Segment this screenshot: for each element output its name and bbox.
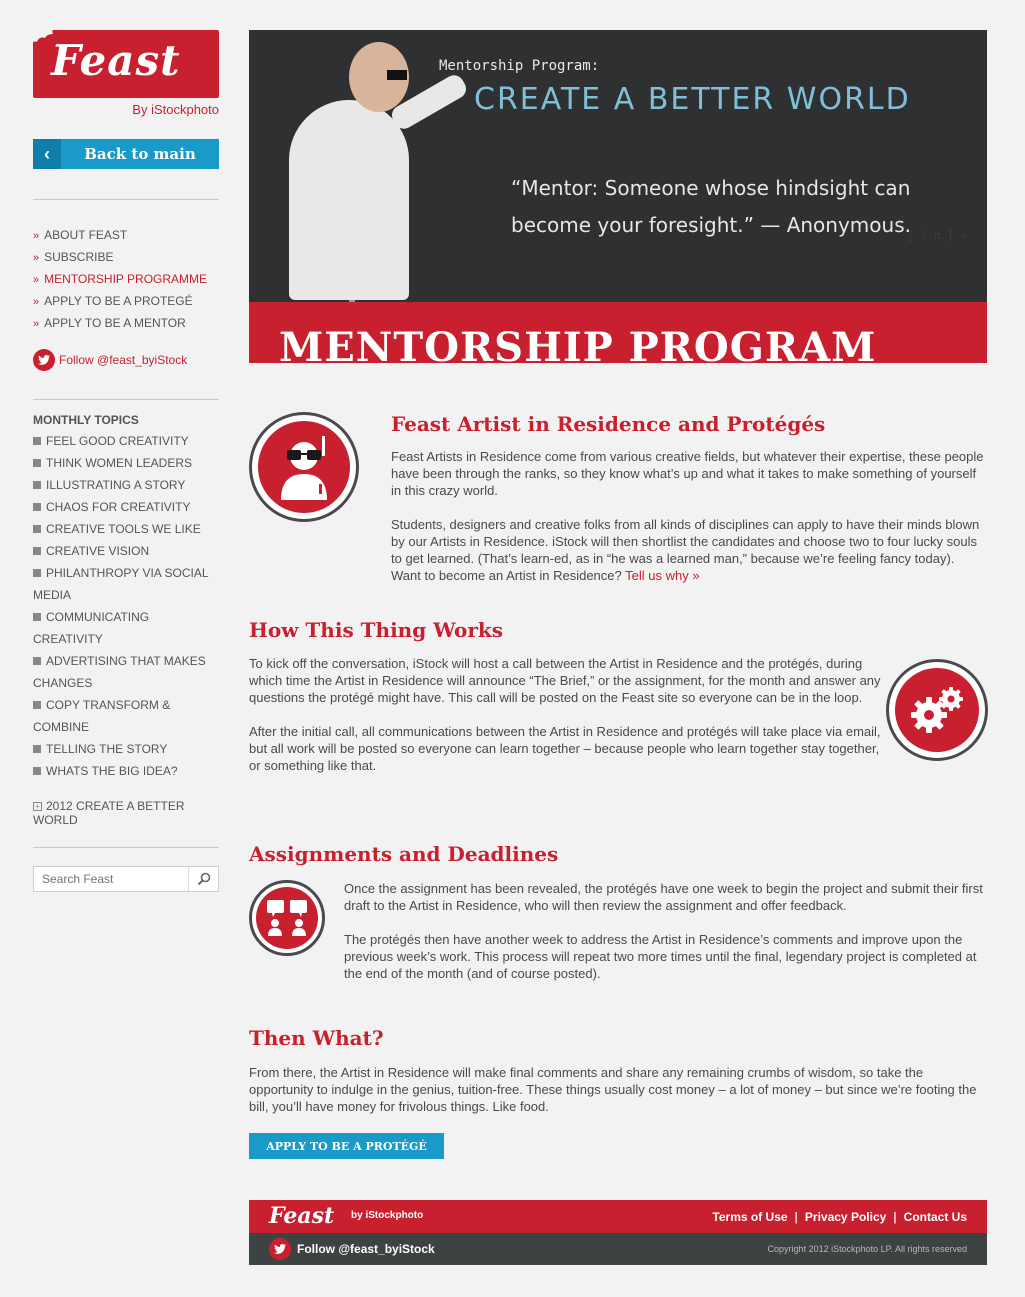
folder-icon	[33, 437, 41, 445]
folder-icon	[33, 503, 41, 511]
topic-item[interactable]: TELLING THE STORY	[33, 738, 219, 760]
folder-icon	[33, 701, 41, 709]
paragraph: Once the assignment has been revealed, the protégés have one week to begin the project and submit their first draft to the Artist in Residence, who will then review the assignment and offer feedback.	[344, 881, 983, 913]
hero-subtitle: Mentorship Program:	[439, 58, 600, 74]
copyright: Copyright 2012 iStockphoto LP. All rights reserved	[767, 1244, 967, 1254]
chevron-left-icon: ‹	[33, 139, 61, 169]
topic-item[interactable]: ILLUSTRATING A STORY	[33, 474, 219, 496]
topic-item[interactable]: CREATIVE VISION	[33, 540, 219, 562]
section-heading: Then What?	[249, 1026, 384, 1050]
main-nav	[33, 224, 219, 334]
year-archive-toggle[interactable]: + 2012 CREATE A BETTER WORLD	[33, 799, 185, 827]
page-title-banner	[249, 302, 987, 363]
folder-icon	[33, 745, 41, 753]
divider	[33, 399, 219, 400]
footer-links: Terms of Use | Privacy Policy | Contact Us	[712, 1210, 967, 1224]
chalk-doodles: ∑ √ π ∫ ≈	[907, 229, 967, 242]
topic-item[interactable]: ADVERTISING THAT MAKES CHANGES	[33, 654, 206, 690]
section-assignments	[249, 842, 987, 981]
sidebar	[33, 30, 219, 892]
double-chevron-icon: »	[33, 274, 40, 286]
paragraph: Feast Artists in Residence come from various creative fields, but whatever their expertise, these people have been through the ranks, so they know what’s up and what it takes to make something of yourself in this crazy world.	[391, 449, 984, 498]
footer-byline: by iStockphoto	[351, 1210, 424, 1221]
gears-icon	[886, 659, 988, 761]
section-heading: Assignments and Deadlines	[249, 842, 559, 866]
back-to-main-button[interactable]	[33, 139, 219, 169]
back-to-main-label: Back to main	[84, 145, 196, 163]
search-icon	[197, 872, 211, 886]
twitter-icon	[269, 1238, 291, 1260]
double-chevron-icon: »	[33, 296, 40, 308]
folder-icon	[33, 525, 41, 533]
footer	[249, 1200, 987, 1265]
terms-of-use-link[interactable]: Terms of Use	[712, 1210, 788, 1224]
logo-byline: By iStockphoto	[132, 102, 219, 117]
double-chevron-icon: »	[33, 318, 40, 330]
folder-icon	[33, 481, 41, 489]
tell-us-why-link[interactable]: Tell us why »	[625, 568, 700, 583]
chat-people-icon	[249, 880, 325, 956]
expand-plus-icon: +	[33, 802, 42, 811]
search-box	[33, 866, 219, 892]
monthly-topics-heading: MONTHLY TOPICS	[33, 413, 139, 427]
double-chevron-icon: »	[33, 230, 40, 242]
section-heading: Feast Artist in Residence and Protégés	[391, 412, 826, 436]
man-illustration	[289, 100, 409, 300]
divider	[33, 847, 219, 848]
footer-logo[interactable]: Feast	[269, 1203, 335, 1229]
feast-logo[interactable]	[33, 30, 219, 98]
paragraph: The protégés then have another week to address the Artist in Residence’s comments and improve upon the previous week’s work. This process will repeat two more times until the final, legendary project is completed at the end of the month (and of course posted).	[344, 932, 977, 981]
topic-item[interactable]: WHATS THE BIG IDEA?	[33, 760, 219, 782]
twitter-follow-link[interactable]	[33, 349, 219, 371]
paragraph: After the initial call, all communications between the Artist in Residence and protégés will take place via email, but all work will be posted so everyone can learn together – because people who learn together stay together, or something like that.	[249, 724, 881, 773]
monthly-topics-list	[33, 430, 219, 782]
double-chevron-icon: »	[33, 252, 40, 264]
paragraph: To kick off the conversation, iStock will host a call between the Artist in Residence and the protégés, during which time the Artist in Residence will announce “The Brief,” or the assignment, for the month and answer any questions the protégé might have. This call will be posted on the Feast site so everyone can be in the loop.	[249, 656, 881, 705]
folder-icon	[33, 547, 41, 555]
search-button[interactable]	[188, 867, 218, 891]
privacy-policy-link[interactable]: Privacy Policy	[804, 1210, 887, 1224]
twitter-follow-label: Follow @feast_byiStock	[59, 353, 188, 367]
nav-item-apply-protege[interactable]: » APPLY TO BE A PROTEGÉ	[33, 294, 193, 308]
nav-item-about-feast[interactable]: » ABOUT FEAST	[33, 228, 128, 242]
paragraph: From there, the Artist in Residence will make final comments and share any remaining crumbs of wisdom, so take the opportunity to indulge in the genius, tuition-free. These things usually cost money – a lot of money – but since we’re footing the bill, you’ll have money for frivolous things. Like food.	[249, 1065, 977, 1114]
topic-item[interactable]: FEEL GOOD CREATIVITY	[33, 430, 219, 452]
hero-banner-image	[249, 30, 987, 302]
folder-icon	[33, 459, 41, 467]
footer-twitter-follow-link[interactable]	[269, 1238, 435, 1260]
nav-item-mentorship-programme[interactable]: » MENTORSHIP PROGRAMME	[33, 272, 208, 286]
topic-item[interactable]: PHILANTHROPY VIA SOCIAL MEDIA	[33, 566, 209, 602]
topic-item[interactable]: THINK WOMEN LEADERS	[33, 452, 219, 474]
paragraph: Students, designers and creative folks from all kinds of disciplines can apply to have their minds blown by our Artists in Residence. iStock will then shortlist the candidates and choose two to four lucky souls to get learned. (That’s learn-ed, as in “he was a learned man,” because we’re feeling fancy today). Want to become an Artist in Residence? Tell us why »	[391, 517, 980, 583]
main-content	[249, 30, 987, 1153]
hero-quote: “Mentor: Someone whose hindsight can become your foresight.” — Anonymous.	[511, 176, 911, 237]
nav-item-apply-mentor[interactable]: » APPLY TO BE A MENTOR	[33, 316, 186, 330]
topic-item[interactable]: CREATIVE TOOLS WE LIKE	[33, 518, 219, 540]
search-input[interactable]	[34, 872, 188, 886]
contact-us-link[interactable]: Contact Us	[903, 1210, 967, 1224]
artist-avatar-icon	[249, 412, 359, 522]
folder-icon	[33, 613, 41, 621]
folder-icon	[33, 657, 41, 665]
nav-item-subscribe[interactable]: » SUBSCRIBE	[33, 250, 114, 264]
page-title: MENTORSHIP PROGRAM	[279, 324, 877, 363]
section-how-it-works	[249, 618, 987, 774]
hero-title: CREATE A BETTER WORLD	[474, 82, 911, 117]
logo-wordmark: Feast	[51, 36, 181, 85]
folder-icon	[33, 569, 41, 577]
divider	[33, 199, 219, 200]
folder-icon	[33, 767, 41, 775]
topic-item[interactable]: COPY TRANSFORM & COMBINE	[33, 698, 171, 734]
apply-protege-button[interactable]: APPLY TO BE A PROTÉGÉ	[249, 1133, 444, 1159]
topic-item[interactable]: CHAOS FOR CREATIVITY	[33, 496, 219, 518]
section-heading: How This Thing Works	[249, 618, 503, 642]
section-then-what	[249, 1026, 987, 1159]
topic-item[interactable]: COMMUNICATING CREATIVITY	[33, 610, 150, 646]
twitter-icon	[33, 349, 55, 371]
footer-follow-label: Follow @feast_byiStock	[297, 1242, 435, 1256]
